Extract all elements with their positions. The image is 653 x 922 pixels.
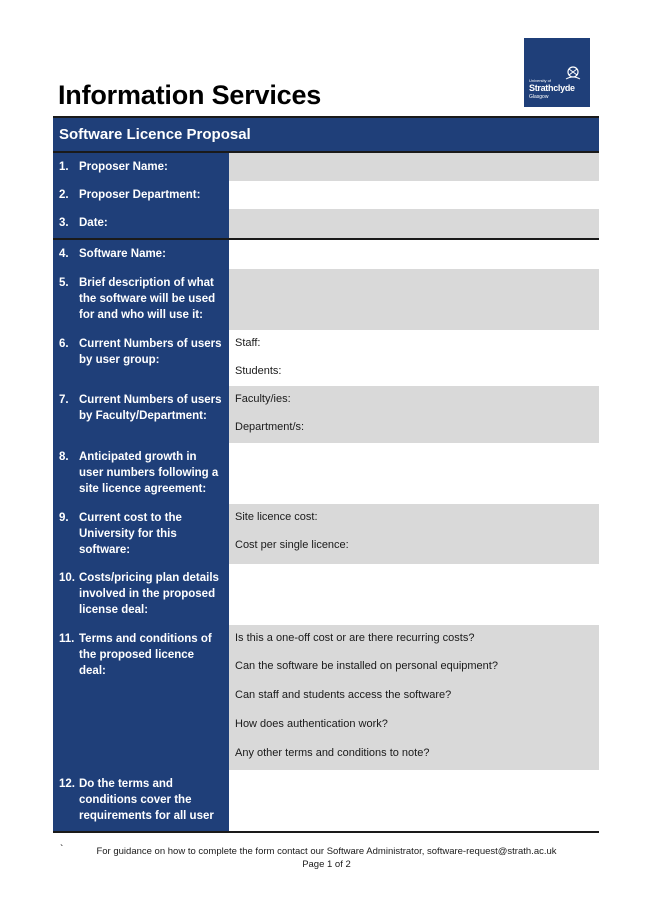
form-title: Software Licence Proposal [53, 116, 599, 153]
recurring-costs-field[interactable]: Is this a one-off cost or are there recurring costs? [235, 632, 475, 644]
field-label [53, 330, 229, 386]
field-label-text: Anticipated growth in user numbers following a site licence agreement: [79, 451, 219, 495]
description-input[interactable] [229, 269, 599, 330]
students-field[interactable]: Students: [235, 365, 282, 377]
field-number: 3. [59, 217, 69, 229]
form-row-description [53, 269, 599, 330]
field-number: 12. [59, 778, 75, 790]
field-label-text: Terms and conditions of the proposed licence deal: [79, 633, 212, 677]
pricing-plan-input[interactable] [229, 564, 599, 625]
date-input[interactable] [229, 209, 599, 238]
proposal-form [53, 153, 599, 833]
field-number: 2. [59, 189, 69, 201]
staff-field[interactable]: Staff: [235, 337, 261, 349]
field-number: 9. [59, 512, 69, 524]
form-row-user-requirements [53, 770, 599, 833]
field-label-text: Do the terms and conditions cover the requirements for all user [79, 778, 214, 822]
field-label-text: Current Numbers of users by user group: [79, 338, 222, 366]
terms-conditions-fields [229, 625, 599, 770]
form-row-terms-conditions [53, 625, 599, 770]
thistle-crest-icon [563, 65, 583, 81]
logo-line-3: Glasgow [529, 94, 549, 100]
faculty-field[interactable]: Faculty/ies: [235, 393, 291, 405]
field-label-text: Proposer Department: [79, 189, 201, 201]
field-label [53, 564, 229, 625]
personal-equipment-field[interactable]: Can the software be installed on personal equipment? [235, 660, 498, 672]
page-footer [0, 845, 653, 871]
field-number: 10. [59, 572, 75, 584]
faculty-department-fields [229, 386, 599, 443]
field-number: 5. [59, 277, 69, 289]
anticipated-growth-input[interactable] [229, 443, 599, 504]
department-field[interactable]: Department/s: [235, 421, 305, 433]
other-terms-field[interactable]: Any other terms and conditions to note? [235, 747, 430, 759]
field-label [53, 181, 229, 209]
field-label [53, 770, 229, 831]
field-number: 8. [59, 451, 69, 463]
university-logo [524, 38, 590, 107]
field-label [53, 209, 229, 238]
form-row-software-name [53, 238, 599, 269]
staff-students-access-field[interactable]: Can staff and students access the software? [235, 689, 452, 701]
field-label [53, 504, 229, 564]
logo-line-2: Strathclyde [529, 83, 575, 93]
field-number: 7. [59, 394, 69, 406]
field-label [53, 153, 229, 181]
field-label [53, 269, 229, 330]
site-licence-cost-field[interactable]: Site licence cost: [235, 511, 318, 523]
form-row-date [53, 209, 599, 238]
page-title: Information Services [58, 80, 322, 110]
field-label [53, 625, 229, 770]
proposer-department-input[interactable] [229, 181, 599, 209]
field-label-text: Date: [79, 217, 108, 229]
single-licence-cost-field[interactable]: Cost per single licence: [235, 539, 349, 551]
field-number: 4. [59, 248, 69, 260]
software-name-input[interactable] [229, 240, 599, 269]
form-row-proposer-department [53, 181, 599, 209]
logo-line-1: University of [529, 78, 552, 83]
form-row-pricing-plan [53, 564, 599, 625]
field-label-text: Proposer Name: [79, 161, 168, 173]
field-label-text: Brief description of what the software will be used for and who will use it: [79, 277, 216, 321]
footnote-mark: ` [60, 844, 64, 855]
field-number: 11. [59, 633, 75, 645]
field-label [53, 240, 229, 269]
field-label-text: Current cost to the University for this software: [79, 512, 182, 556]
form-row-current-cost [53, 504, 599, 564]
form-row-proposer-name [53, 153, 599, 181]
user-requirements-input[interactable] [229, 770, 599, 831]
field-label-text: Software Name: [79, 248, 166, 260]
form-row-user-group [53, 330, 599, 386]
current-cost-fields [229, 504, 599, 564]
field-label-text: Current Numbers of users by Faculty/Department: [79, 394, 222, 422]
field-number: 1. [59, 161, 69, 173]
field-label [53, 386, 229, 443]
page-number: Page 1 of 2 [302, 859, 351, 870]
form-row-faculty-department [53, 386, 599, 443]
authentication-field[interactable]: How does authentication work? [235, 718, 388, 730]
field-number: 6. [59, 338, 69, 350]
form-row-anticipated-growth [53, 443, 599, 504]
field-label-text: Costs/pricing plan details involved in the proposed license deal: [79, 572, 219, 616]
field-label [53, 443, 229, 504]
proposer-name-input[interactable] [229, 153, 599, 181]
user-group-fields [229, 330, 599, 386]
guidance-text: For guidance on how to complete the form contact our Software Administrator, software-request@strath.ac.uk [96, 846, 557, 857]
